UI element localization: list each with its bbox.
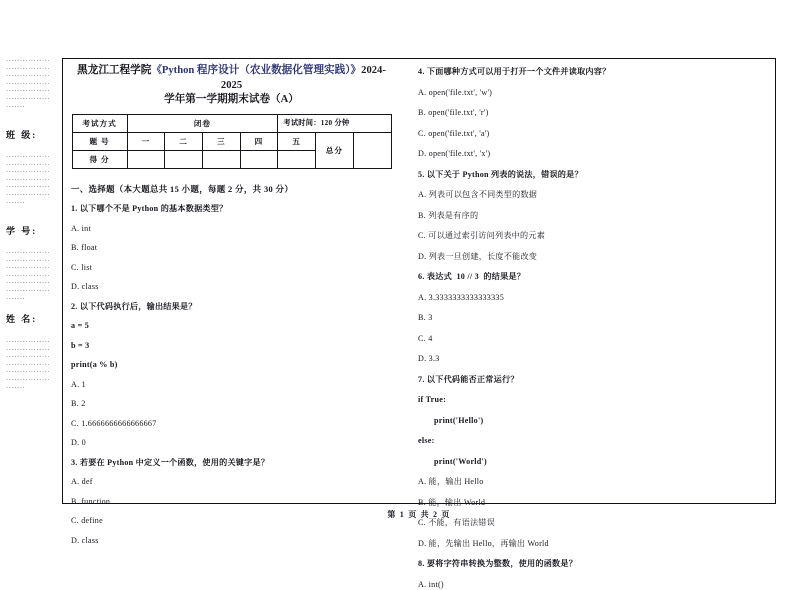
exam-mode-label: 考试方式	[72, 114, 127, 132]
option-line: C. open('file.txt', 'a')	[418, 128, 490, 138]
option-line: A. 能，输出 Hello	[418, 477, 484, 486]
code-line: print('Hello')	[434, 415, 484, 425]
score-cell-3[interactable]	[202, 150, 240, 168]
page-footer	[62, 506, 776, 520]
option-line: D. class	[71, 535, 99, 545]
code-line: else:	[418, 436, 435, 445]
question-stem: 2. 以下代码执行后，输出结果是？	[71, 301, 197, 311]
question-stem: 6. 表达式 10 // 3 的结果是？	[418, 272, 526, 281]
question-no-4: 四	[240, 132, 278, 150]
question-no-label: 题 号	[72, 132, 127, 150]
option-line: D. class	[71, 282, 99, 291]
option-line: D. 能，先输出 Hello，再输出 World	[418, 538, 549, 548]
code-line: print(a % b)	[71, 360, 118, 369]
margin-label-name: 姓 名:	[6, 314, 38, 324]
option-line: D. 列表一旦创建，长度不能改变	[418, 251, 538, 261]
course-name: 《Python 程序设计（农业数据化管理实践）》	[151, 65, 362, 76]
option-line: B. open('file.txt', 'r')	[418, 108, 489, 117]
total-score-label: 总分	[316, 132, 354, 168]
total-score-cell[interactable]	[353, 132, 391, 168]
table-row	[72, 114, 391, 132]
option-line: C. 1.6666666666666667	[71, 418, 157, 428]
exam-mode-value: 闭卷	[127, 114, 278, 132]
score-label: 得 分	[72, 150, 127, 168]
margin-dotted-line: ·······································································································	[6, 249, 51, 302]
question-no-1: 一	[127, 132, 165, 150]
code-line: if True:	[418, 395, 447, 404]
binding-margin	[0, 0, 60, 549]
option-line: B. 能，输出 World	[418, 497, 486, 507]
margin-dotted-line: ·······································································································	[6, 153, 51, 206]
margin-dotted-line: ·······································································································	[6, 57, 51, 110]
question-no-5: 五	[278, 132, 316, 150]
option-line: B. 3	[418, 313, 433, 322]
option-line: C. 不能，有语法错误	[418, 518, 495, 527]
page-title	[69, 64, 394, 108]
score-cell-2[interactable]	[165, 150, 203, 168]
code-line: print('World')	[434, 456, 487, 466]
score-cell-4[interactable]	[240, 150, 278, 168]
question-no-3: 三	[202, 132, 240, 150]
question-stem: 1. 以下哪个不是 Python 的基本数据类型？	[71, 204, 228, 213]
exam-info-table	[72, 114, 392, 169]
option-line: B. function	[71, 496, 111, 506]
code-line: a = 5	[71, 321, 90, 330]
margin-label-class: 班 级:	[6, 130, 38, 140]
academic-year: 2024-2025	[220, 65, 386, 91]
question-stem: 4. 下面哪种方式可以用于打开一个文件并读取内容？	[418, 67, 611, 76]
option-line: A. int()	[418, 579, 444, 589]
option-line: B. float	[71, 243, 98, 252]
option-line: A. def	[71, 477, 93, 486]
option-line: A. int	[71, 223, 91, 233]
question-stem: 5. 以下关于 Python 列表的说法，错误的是？	[418, 169, 583, 179]
margin-label-student-id: 学 号:	[6, 226, 38, 236]
score-cell-1[interactable]	[127, 150, 165, 168]
section-heading-choice: 一、选择题（本大题总共 15 小题，每题 2 分，共 30 分）	[71, 184, 294, 194]
exam-time-value: 考试时间：120 分钟	[278, 114, 391, 132]
option-line: C. list	[71, 262, 93, 272]
option-line: C. define	[71, 516, 103, 525]
option-line: A. open('file.txt', 'w')	[418, 87, 493, 97]
option-line: A. 1	[71, 379, 86, 389]
institution-name: 黑龙江工程学院	[77, 65, 152, 76]
score-cell-5[interactable]	[278, 150, 316, 168]
option-line: A. 列表可以包含不同类型的数据	[418, 190, 538, 199]
margin-dotted-line: ·······································································································	[6, 338, 51, 391]
code-line: b = 3	[71, 340, 90, 350]
option-line: A. 3.3333333333333335	[418, 292, 504, 302]
option-line: D. 3.3	[418, 354, 440, 363]
option-line: C. 可以通过索引访问列表中的元素	[418, 231, 546, 240]
question-stem: 8. 要将字符串转换为整数，使用的函数是？	[418, 559, 578, 568]
left-question-list	[69, 204, 394, 546]
question-stem: 7. 以下代码能否正常运行？	[418, 374, 519, 384]
page-number: 第 1 页 共 2 页	[387, 510, 451, 519]
term-subtitle: 学年第一学期期末试卷（A）	[164, 94, 299, 105]
option-line: D. 0	[71, 438, 86, 447]
option-line: B. 列表是有序的	[418, 210, 479, 220]
option-line: C. 4	[418, 333, 433, 343]
option-line: B. 2	[71, 399, 86, 408]
question-stem: 3. 若要在 Python 中定义一个函数，使用的关键字是？	[71, 457, 270, 467]
option-line: D. open('file.txt', 'x')	[418, 149, 491, 158]
left-column	[63, 59, 402, 545]
table-row	[72, 132, 391, 150]
question-no-2: 二	[165, 132, 203, 150]
